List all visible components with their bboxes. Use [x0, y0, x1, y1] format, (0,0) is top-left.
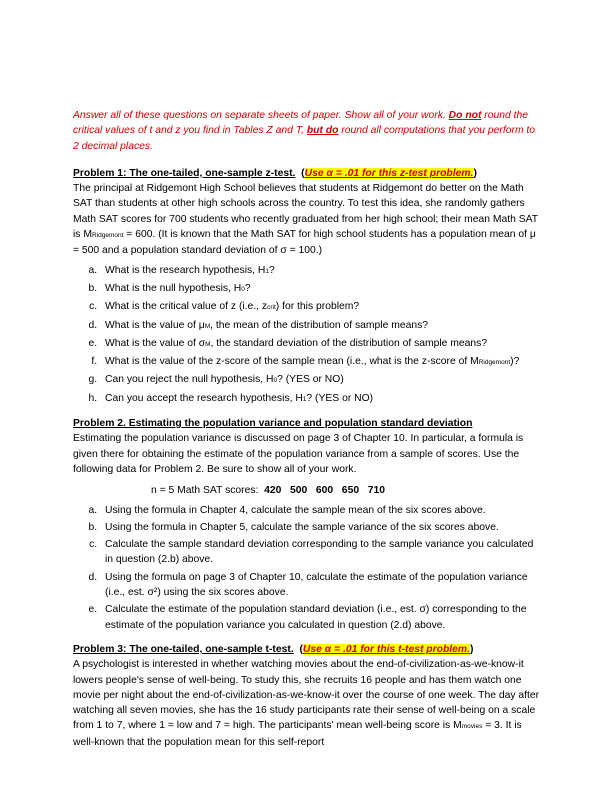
problem3-body-a: A psychologist is interested in whether watching movies about the end-of-civilization-as-we-know-it lowers people's sense of well-being. To study this, she recruits 16 people and has them watch one movie per night about the end-of-civilization-as-we-know-it over the course of one week. The day after watching all seven movies, she has the 16 study participants rate their sense of well-being on a scale from 1 to 7, where 1 = low and 7 = high. The participants' mean well-being score is M [73, 659, 540, 732]
question-subscript: 0 [273, 377, 278, 385]
problem2-question: e. Calculate the estimate of the population standard deviation (i.e., est. σ) corresponding to the estimate of the population variance you calculated in question (2.d) above. [100, 602, 543, 633]
problem1-questions [73, 263, 543, 407]
problem1-body-a: The principal at Ridgemont High School believes that students at Ridgemont do better on the Math SAT than students at other high schools across the country. To test this idea, she randomly gathers Math SAT scores for 700 students who recently graduated from her high school; their mean Math SAT is M [73, 183, 538, 241]
question-text: What is the value of σ [105, 337, 206, 349]
problem1-question [100, 299, 543, 315]
problem3-title: Problem 3: The one-tailed, one-sample t-test. (Use α = .01 for this t-test problem.) [73, 643, 474, 655]
question-text: Can you reject the null hypothesis, H [105, 374, 274, 386]
instructions-text-1: Answer all of these questions on separate sheets of paper. Show all of your work. [73, 110, 449, 121]
question-subscript: crit [267, 304, 276, 312]
problem1-body-b: = 600. (It is known that the Math SAT for high school students has a population mean of μ = 500 and a population standard deviation of σ = 100.) [73, 229, 536, 257]
scores-label: n = 5 Math SAT scores: [151, 485, 259, 497]
problem1-body [73, 181, 543, 258]
problem1-alpha-highlight: Use α = .01 for this z-test problem. [304, 167, 474, 179]
problem3-body-b: = 3. It is well-known that the population mean for this self-report [73, 720, 522, 748]
problem1-body-sub: Ridgemont [91, 232, 124, 240]
problem1-question [100, 318, 543, 334]
question-text-end: , the mean of the distribution of sample means? [210, 319, 429, 331]
question-text: What is the research hypothesis, H [105, 264, 266, 276]
problem1-question [100, 281, 543, 297]
question-text: What is the value of the z-score of the sample mean (i.e., what is the z-score of M [105, 356, 479, 368]
problem2-question: a. Using the formula in Chapter 4, calculate the sample mean of the six scores above. [100, 503, 543, 518]
instructions-text-2: round the critical values of t and z you find in Tables Z and T, [73, 110, 528, 137]
question-subscript: Ridgemont [478, 359, 511, 367]
problem3-alpha-highlight: Use α = .01 for this t-test problem. [302, 643, 470, 655]
question-text: What is the null hypothesis, H [105, 282, 242, 294]
question-text-end: ? [244, 282, 251, 294]
question-text-end: ) for this problem? [275, 301, 360, 313]
problem2-title-text: Problem 2. Estimating the population variance and population standard deviation [73, 418, 473, 430]
problem1-question [100, 336, 543, 352]
problem1-title-text: Problem 1: The one-tailed, one-sample z-test. [73, 167, 296, 179]
question-subscript: M [204, 322, 211, 330]
problem2-body: Estimating the population variance is discussed on page 3 of Chapter 10. In particular, a formula is given there for obtaining the estimate of the population variance from a sample of scores. Use the following data for Problem 2. Be sure to show all of your work. [73, 433, 524, 475]
question-subscript: 1 [265, 267, 270, 275]
question-text-end: ? (YES or NO) [306, 392, 374, 404]
question-text-end: , the standard deviation of the distribution of sample means? [210, 337, 488, 349]
question-text-end: )? [510, 356, 520, 368]
problem3-body-sub: movies [461, 723, 483, 731]
scores-values: 420 500 600 650 710 [264, 485, 385, 497]
problem1-question [100, 263, 543, 279]
problem2-scores [151, 483, 543, 498]
problem2-question: c. Calculate the sample standard deviation corresponding to the sample variance you calculated in question (2.b) above. [100, 537, 543, 568]
problem1-title: Problem 1: The one-tailed, one-sample z-test. (Use α = .01 for this z-test problem.) [73, 167, 477, 179]
document-page [73, 108, 543, 750]
problem2-question: b. Using the formula in Chapter 5, calculate the sample variance of the six scores above. [100, 520, 543, 535]
problem1-question [100, 391, 543, 407]
question-text: Can you accept the research hypothesis, H [105, 392, 303, 404]
problem1-question [100, 372, 543, 388]
question-subscript: M [205, 340, 211, 348]
instructions-but-do: but do [306, 125, 339, 137]
problem1-question [100, 354, 543, 370]
problem2-questions [73, 503, 543, 633]
question-text: What is the critical value of z (i.e., z [105, 301, 268, 313]
question-text-end: ? (YES or NO) [277, 374, 344, 386]
question-text-end: ? [269, 264, 275, 276]
question-subscript: 0 [241, 285, 245, 293]
instructions [73, 108, 543, 154]
problem3-title-text: Problem 3: The one-tailed, one-sample t-test. [73, 643, 294, 655]
instructions-do-not: Do not [448, 110, 482, 121]
question-subscript: 1 [302, 395, 307, 403]
problem2-question: d. Using the formula on page 3 of Chapter 10, calculate the estimate of the population variance (i.e., est. σ²) using the six scores above. [100, 570, 543, 601]
instructions-text-3: round all computations that you perform to 2 decimal places. [73, 125, 536, 152]
problem2-title [73, 416, 543, 431]
problem3-body [73, 657, 543, 750]
question-text: What is the value of μ [105, 319, 205, 331]
